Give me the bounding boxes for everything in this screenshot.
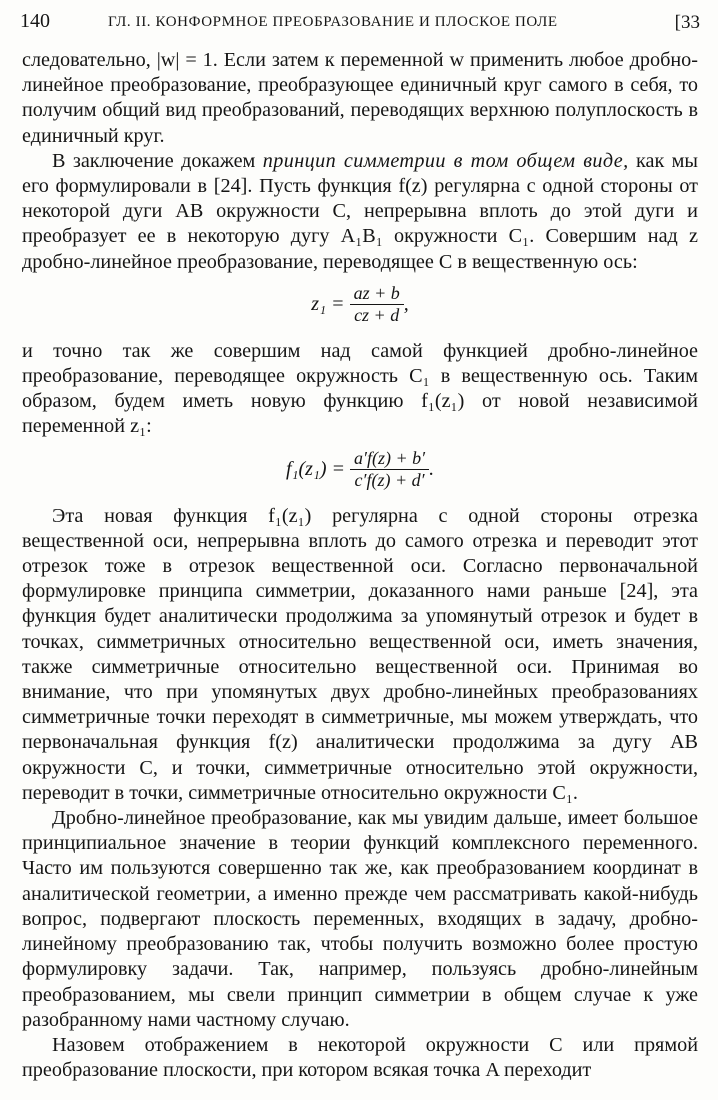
paragraph-5-text: Дробно-линейное преобразование, как мы увидим дальше, имеет большое принципиальное значение в теории функций комплексного переменного. Часто им пользуются совершенно так же, как преобразованием координат в аналитической геометрии, а именно прежде чем рассматривать какой-нибудь вопрос, подвергают плоскость переменных, входящих в задачу, дробно-линейному преобразованию так, чтобы получить возможно более простую формулировку задачи. Так, например, пользуясь дробно-линейным преобразованием, мы свели принцип симметрии в общем случае к уже разобранному нами частному случаю. <box>22 807 704 1031</box>
equation-1 <box>22 283 698 329</box>
section-number: [33 <box>674 12 700 33</box>
running-title: ГЛ. II. КОНФОРМНОЕ ПРЕОБРАЗОВАНИЕ И ПЛОСКОЕ ПОЛЕ <box>108 14 558 30</box>
paragraph-2-text-a: В заключение докажем <box>52 149 263 172</box>
paragraph-2-emphasis: принцип симметрии в том общем виде, <box>262 149 629 172</box>
body-text <box>22 48 704 1083</box>
paragraph-1-text: следовательно, |w| = 1. Если затем к переменной w применить любое дробно-линейное преобразование, преобразующее единичный круг самого в себя, то получим общий вид преобразований, переводящих верхнюю полуплоскость в единичный круг. <box>22 49 704 147</box>
equation-2 <box>22 448 698 494</box>
equation-2-numerator: a′f(z) + b′ <box>350 448 429 470</box>
paragraph-3 <box>22 339 704 440</box>
equation-1-fraction <box>350 283 404 326</box>
equation-2-lhs: f₁(z₁) = <box>285 457 345 480</box>
paragraph-3-text: и точно так же совершим над самой функцией дробно-линейное преобразование, переводящее окружность C₁ в вещественную ось. Таким образом, будем иметь новую функцию f₁(z₁) от новой независимой переменной z₁: <box>22 339 704 438</box>
paragraph-6-text: Назовем отображением в некоторой окружности C или прямой преобразование плоскости, при котором всякая точка A переходит <box>22 1033 704 1082</box>
equation-2-tail: . <box>429 457 435 480</box>
equation-1-tail: , <box>403 292 409 315</box>
equation-2-fraction <box>350 448 429 491</box>
paragraph-6 <box>22 1033 704 1083</box>
page-number: 140 <box>20 10 50 32</box>
equation-1-lhs: z₁ = <box>311 292 345 315</box>
paragraph-2-text-b: как мы его формулировали в [24]. Пусть функция f(z) регулярна с одной стороны от некоторой дуги AB окружности C, непрерывна вплоть до этой дуги и преобразует ее в некоторую дугу A₁B₁ окружности C₁. Совершим над z дробно-линейное преобразование, переводящее C в вещественную ось: <box>22 149 704 273</box>
equation-1-numerator: az + b <box>350 283 404 305</box>
equation-1-denominator: cz + d <box>354 304 400 325</box>
paragraph-4 <box>22 504 704 806</box>
equation-2-denominator: c′f(z) + d′ <box>354 469 425 490</box>
paragraph-1 <box>22 48 704 149</box>
paragraph-5 <box>22 806 704 1033</box>
paragraph-2 <box>22 149 704 275</box>
paragraph-4-text: Эта новая функция f₁(z₁) регулярна с одной стороны отрезка вещественной оси, непрерывна вплоть до самого отрезка и переводит этот отрезок тоже в отрезок вещественной оси. Согласно первоначальной формулировке принципа симметрии, доказанного нами раньше [24], эта функция будет аналитически продолжима за упомянутый отрезок и будет в точках, симметричных относительно вещественной оси, иметь значения, также симметричные относительно вещественной оси. Принимая во внимание, что при упомянутых двух дробно-линейных преобразованиях симметричные точки переходят в симметричные, мы можем утверждать, что первоначальная функция f(z) аналитически продолжима за дугу AB окружности C, и точки, симметричные относительно этой окружности, переводит в точки, симметричные относительно окружности C₁. <box>22 504 704 804</box>
running-header <box>20 10 700 36</box>
